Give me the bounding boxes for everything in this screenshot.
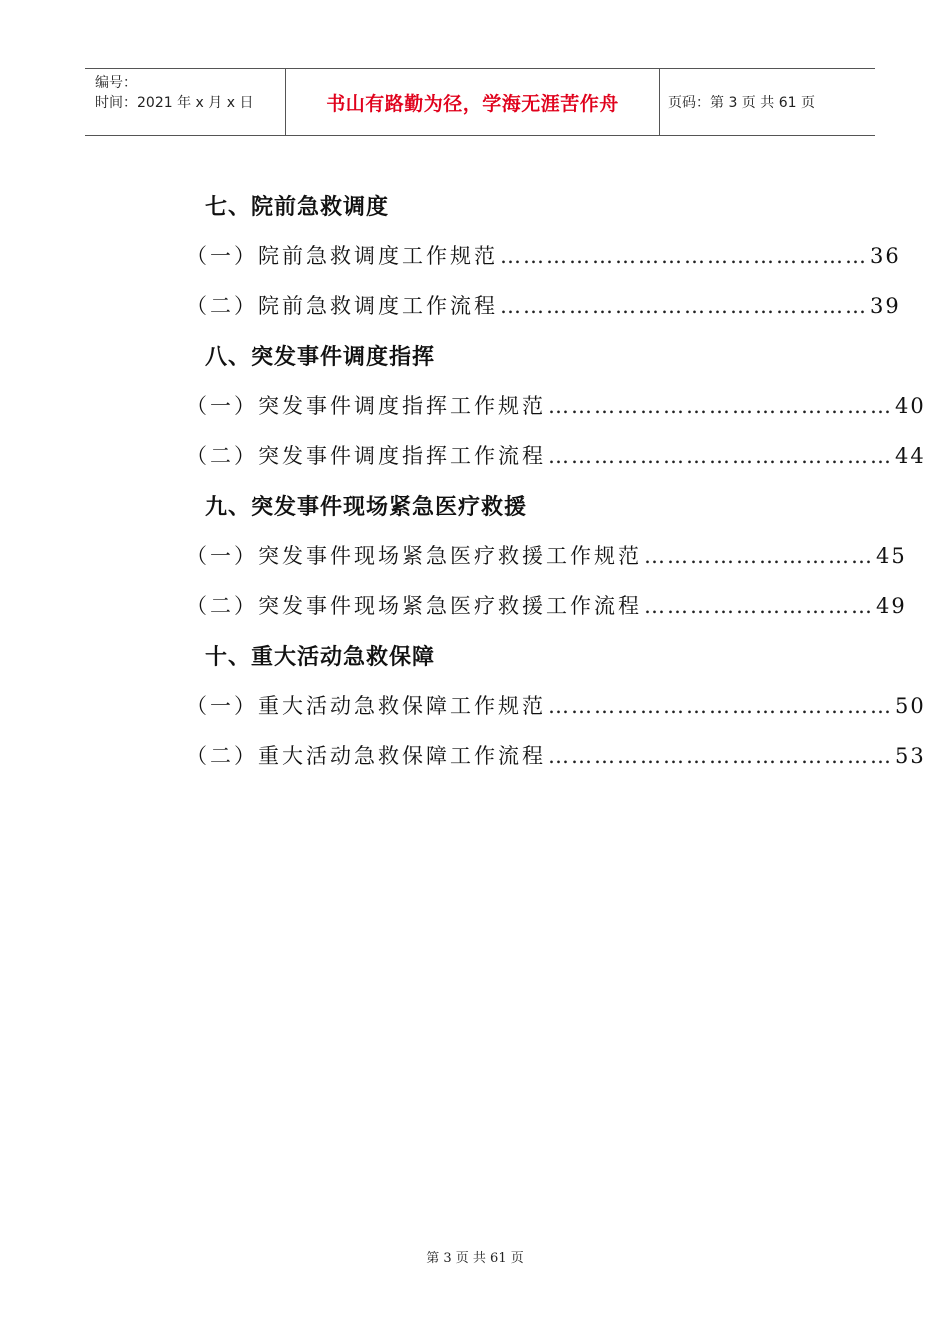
- toc-entry-leader: …………………………: [644, 594, 874, 618]
- toc-section-title: 七、院前急救调度: [205, 195, 390, 220]
- toc-entry[interactable]: [186, 240, 901, 270]
- toc-entry-leader: ………………………………………: [548, 444, 893, 468]
- toc-entry-page: 50: [895, 694, 926, 718]
- toc-entry-label: （一）突发事件现场紧急医疗救援工作规范: [186, 544, 642, 568]
- toc-entry-leader: ………………………………………: [548, 394, 893, 418]
- toc-entry[interactable]: [186, 290, 901, 320]
- toc-entry[interactable]: [186, 690, 926, 720]
- time-label: 时间：2021 年 x 月 x 日: [95, 95, 254, 111]
- toc-section-title: 十、重大活动急救保障: [205, 645, 436, 670]
- toc-entry-leader: ………………………………………: [548, 694, 893, 718]
- toc-entry-page: 44: [895, 444, 926, 468]
- toc-entry-label: （一）院前急救调度工作规范: [186, 244, 498, 268]
- toc-entry[interactable]: [186, 590, 907, 620]
- toc-entry-label: （二）突发事件现场紧急医疗救援工作流程: [186, 594, 642, 618]
- toc-entry-page: 49: [876, 594, 907, 618]
- toc-entry[interactable]: [186, 540, 907, 570]
- toc-entry-label: （一）突发事件调度指挥工作规范: [186, 394, 546, 418]
- serial-label: 编号：: [95, 75, 137, 91]
- toc-entry-leader: …………………………: [644, 544, 874, 568]
- toc-entry-leader: …………………………………………: [500, 244, 868, 268]
- header-divider-right: [659, 69, 660, 135]
- toc-section-title: 八、突发事件调度指挥: [205, 345, 436, 370]
- toc-entry[interactable]: [186, 390, 926, 420]
- toc-entry-label: （二）重大活动急救保障工作流程: [186, 744, 546, 768]
- toc-entry-label: （二）突发事件调度指挥工作流程: [186, 444, 546, 468]
- toc-entry-label: （一）重大活动急救保障工作规范: [186, 694, 546, 718]
- page-header: [85, 68, 875, 136]
- header-motto: 书山有路勤为径，学海无涯苦作舟: [326, 92, 619, 115]
- toc-entry-leader: ………………………………………: [548, 744, 893, 768]
- header-meta: [95, 73, 253, 113]
- page-footer: 第 3 页 共 61 页: [426, 1251, 524, 1266]
- header-page-info: 页码：第 3 页 共 61 页: [668, 95, 815, 111]
- toc-entry-page: 53: [895, 744, 926, 768]
- toc-entry-page: 36: [870, 244, 901, 268]
- toc-entry[interactable]: [186, 440, 926, 470]
- toc-entry-leader: …………………………………………: [500, 294, 868, 318]
- toc-section-title: 九、突发事件现场紧急医疗救援: [205, 495, 528, 520]
- toc-entry-page: 45: [876, 544, 907, 568]
- toc-entry-page: 39: [870, 294, 901, 318]
- toc-entry-page: 40: [895, 394, 926, 418]
- toc-entry[interactable]: [186, 740, 926, 770]
- toc-entry-label: （二）院前急救调度工作流程: [186, 294, 498, 318]
